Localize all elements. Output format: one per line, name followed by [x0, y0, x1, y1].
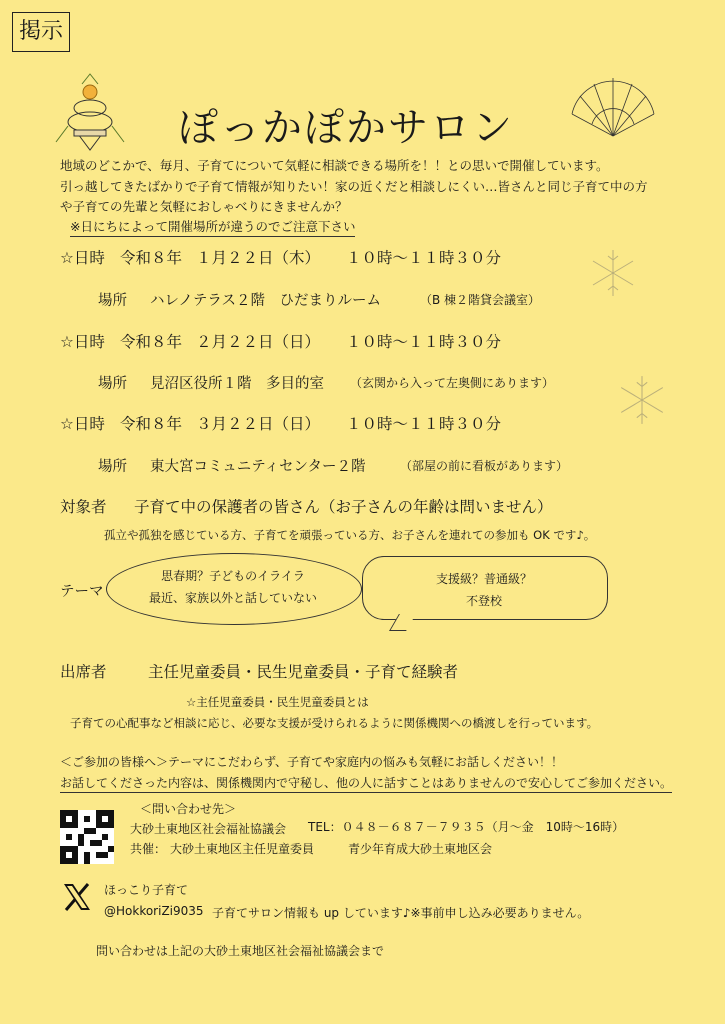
event-2-place-label: 場所: [98, 376, 127, 392]
contact-org: 大砂土東地区社会福祉協議会: [130, 822, 287, 836]
theme-label: テーマ: [60, 584, 104, 600]
contact-sponsor-label: 共催：: [130, 842, 167, 856]
attendees-label: 出席者: [60, 663, 107, 681]
theme-bubble-line-2: 不登校: [465, 594, 502, 608]
event-3-time: １０時～１１時３０分: [346, 415, 502, 433]
event-2-date: ２月２２日（日）: [196, 333, 321, 351]
attendees-note-body: 子育ての心配事など相談に応じ、必要な支援が受けられるように関係機関への橋渡しを行っています。: [70, 716, 599, 730]
event-2-datetime-label: ☆日時: [60, 333, 105, 351]
theme-speech-bubble: [362, 556, 608, 620]
event-1-datetime-label: ☆日時: [60, 249, 105, 267]
x-logo-icon: [62, 882, 92, 912]
event-1-date: １月２２日（木）: [196, 249, 321, 267]
folding-fan-icon: [568, 74, 658, 140]
theme-ellipse-line-1: 思春期？子どものイライラ: [161, 569, 305, 583]
participants-line-1: ＜ご参加の皆様へ＞テーマにこだわらず、子育てや家庭内の悩みも気軽にお話しください！！: [60, 755, 564, 769]
target-value: 子育て中の保護者の皆さん（お子さんの年齢は問いません）: [134, 498, 553, 516]
intro-line-3: や子育ての先輩と気軽におしゃべりにきませんか？: [60, 199, 348, 214]
event-3-place-note: （部屋の前に看板があります）: [400, 459, 569, 473]
target-sub: 孤立や孤独を感じている方、子育てを頑張っている方、お子さんを連れての参加も OK です♪。: [104, 528, 596, 542]
snowflake-icon: [616, 374, 668, 426]
event-2-time: １０時～１１時３０分: [346, 333, 502, 351]
event-1-place: ハレノテラス２階 ひだまりルーム: [150, 293, 381, 309]
intro-line-2: 引っ越してきたばかりで子育て情報が知りたい！家の近くだと相談しにくい…皆さんと同じ子育て中の方: [60, 179, 648, 194]
venue-note: ※日にちによって開催場所が違うのでご注意下さい: [70, 217, 355, 237]
contact-tel: TEL：０４８－６８７－７９３５（月～金 10時～16時）: [308, 820, 625, 834]
event-3-place-label: 場所: [98, 459, 127, 475]
event-1-place-label: 場所: [98, 293, 127, 309]
sns-handle[interactable]: @HokkoriZi9035: [104, 904, 204, 918]
event-1-era: 令和８年: [120, 249, 183, 267]
contact-sponsor-1: 大砂土東地区主任児童委員: [170, 842, 315, 856]
event-3-date: ３月２２日（日）: [196, 415, 321, 433]
sns-name: ほっこり子育て: [104, 883, 189, 897]
target-label: 対象者: [60, 498, 107, 516]
event-1-place-note: （B 棟２階貸会議室）: [420, 293, 541, 307]
kagami-mochi-icon: [52, 64, 128, 160]
intro-line-1: 地域のどこかで、毎月、子育てについて気軽に相談できる場所を！！との思いで開催しています。: [60, 158, 609, 173]
qr-code-icon: [60, 810, 114, 864]
theme-ellipse-line-2: 最近、家族以外と話していない: [148, 591, 317, 605]
event-2-era: 令和８年: [120, 333, 183, 351]
footer-note: 問い合わせは上記の大砂土東地区社会福祉協議会まで: [96, 944, 385, 958]
attendees-note-title: ☆主任児童委員・民生児童委員とは: [186, 695, 369, 709]
event-3-era: 令和８年: [120, 415, 183, 433]
event-3-datetime-label: ☆日時: [60, 415, 105, 433]
sns-message: 子育てサロン情報も up しています♪※事前申し込み必要ありません。: [212, 906, 590, 920]
participants-line-2: お話してくださった内容は、関係機関内で守秘し、他の人に話すことはありませんので安心してご参加ください。: [60, 774, 672, 793]
event-1-time: １０時～１１時３０分: [346, 249, 502, 267]
attendees-value: 主任児童委員・民生児童委員・子育て経験者: [148, 663, 459, 681]
page-title: ぽっかぽかサロン: [178, 105, 514, 151]
event-2-place-note: （玄関から入って左奥側にあります）: [350, 376, 555, 390]
theme-bubble-line-1: 支援級？普通級？: [435, 572, 532, 586]
event-3-place: 東大宮コミュニティセンター２階: [150, 459, 366, 475]
contact-heading: ＜問い合わせ先＞: [140, 802, 237, 816]
event-2-place: 見沼区役所１階 多目的室: [150, 376, 324, 392]
contact-sponsor-2: 青少年育成大砂土東地区会: [348, 842, 493, 856]
snowflake-icon: [588, 248, 638, 298]
notice-stamp: 掲示: [12, 12, 70, 52]
